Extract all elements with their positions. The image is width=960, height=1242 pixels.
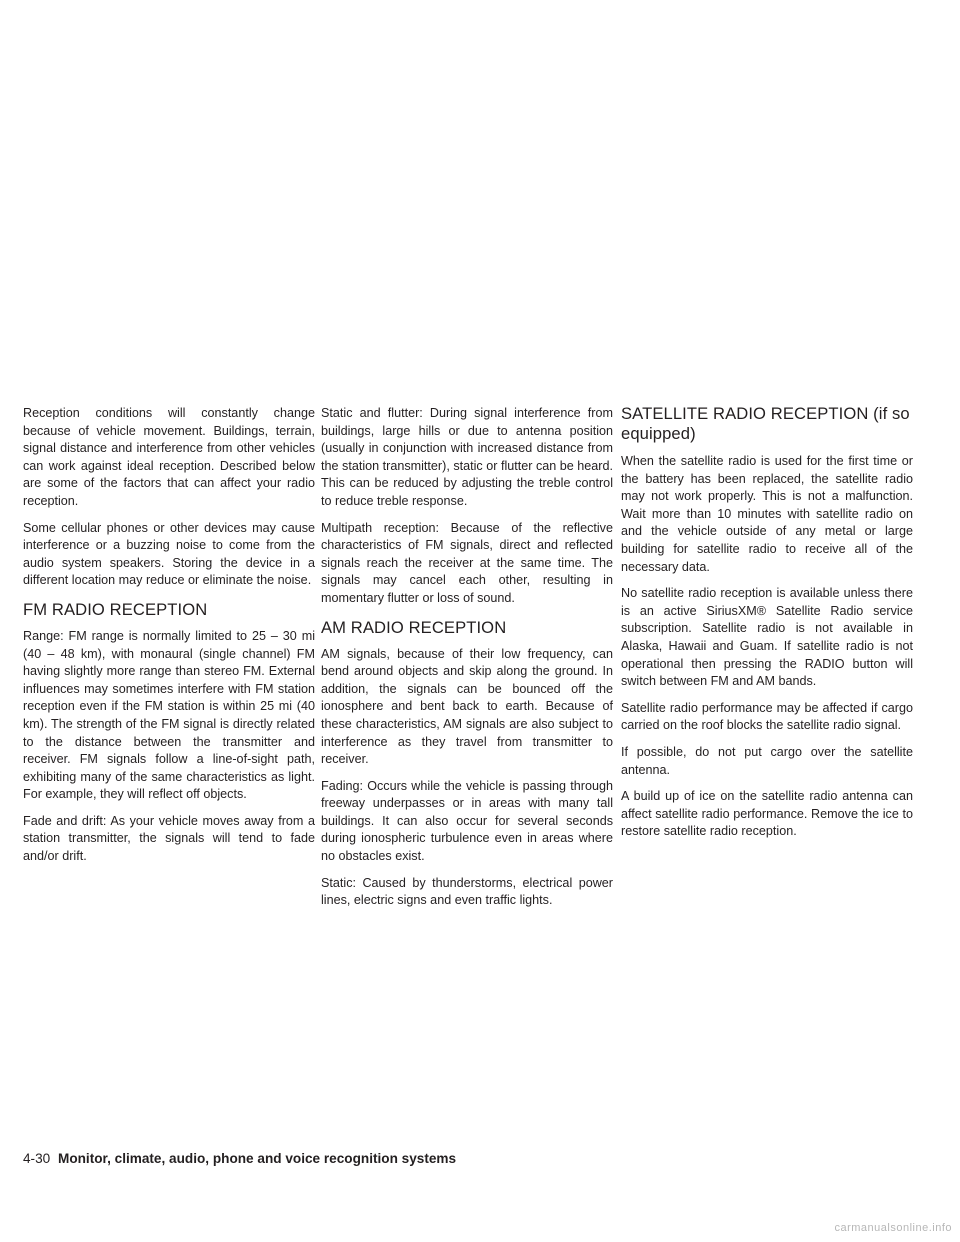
multipath-paragraph: Multipath reception: Because of the reflective characteristics of FM signals, direct and reflected signals reach the receiver at the same time. The signals may cancel each other, resulting in momentary flutter or loss of sound.: [321, 520, 613, 605]
middle-column: [321, 405, 613, 919]
am-fading-paragraph: Fading: Occurs while the vehicle is passing through freeway underpasses or in areas with many tall buildings. It can also occur for several seconds during ionospheric turbulence even in areas where no obstacles exist.: [321, 778, 613, 864]
satellite-cargo-paragraph: Satellite radio performance may be affected if cargo carried on the roof blocks the satellite radio signal.: [621, 700, 913, 733]
intro-paragraph-2: Some cellular phones or other devices may cause interference or a buzzing noise to come from the audio system speakers. Storing the device in a different location may reduce or eliminate the noise.: [23, 520, 315, 588]
fm-fade-paragraph: Fade and drift: As your vehicle moves away from a station transmitter, the signals will tend to fade and/or drift.: [23, 813, 315, 864]
page-footer: [23, 1150, 456, 1168]
am-static-paragraph: Static: Caused by thunderstorms, electrical power lines, electric signs and even traffic lights.: [321, 875, 613, 908]
watermark: carmanualsonline.info: [834, 1222, 952, 1234]
satellite-radio-heading: SATELLITE RADIO RECEPTION (if so equipped): [621, 404, 910, 443]
satellite-antenna-paragraph: If possible, do not put cargo over the satellite antenna.: [621, 744, 913, 777]
fm-radio-heading: FM RADIO RECEPTION: [23, 599, 208, 619]
intro-paragraph-1: Reception conditions will constantly change because of vehicle movement. Buildings, terrain, signal distance and interference from other vehicles can work against ideal reception. Described below are some of the factors that can affect your radio reception.: [23, 406, 315, 508]
fm-range-paragraph: Range: FM range is normally limited to 25 – 30 mi (40 – 48 km), with monaural (single channel) FM having slightly more range than stereo FM. External influences may sometimes interfere with FM station reception even if the FM station is within 25 mi (40 km). The strength of the FM signal is directly related to the distance between the transmitter and receiver. FM signals follow a line-of-sight path, exhibiting many of the same characteristics as light. For example, they will reflect off objects.: [23, 628, 315, 802]
am-radio-heading: AM RADIO RECEPTION: [321, 617, 507, 637]
page-number: 4-30: [23, 1151, 51, 1166]
satellite-first-use-paragraph: When the satellite radio is used for the first time or the battery has been replaced, the satellite radio may not work properly. This is not a malfunction. Wait more than 10 minutes with satellite radio on and the vehicle outside of any metal or large building for satellite radio to receive all of the necessary data.: [621, 454, 913, 574]
right-column: [621, 404, 913, 850]
chapter-title: Monitor, climate, audio, phone and voice recognition systems: [58, 1151, 457, 1166]
satellite-ice-paragraph: A build up of ice on the satellite radio antenna can affect satellite radio performance. Remove the ice to restore satellite radio reception.: [621, 789, 913, 839]
satellite-subscription-paragraph: No satellite radio reception is available unless there is an active SiriusXM® Satellite Radio service subscription. Satellite radio is not available in Alaska, Hawaii and Guam. If satellite radio is not operational then pressing the RADIO button will switch between FM and AM bands.: [621, 586, 913, 689]
am-signals-paragraph: AM signals, because of their low frequency, can bend around objects and skip along the ground. In addition, the signals can be bounced off the ionosphere and bent back to earth. Because of these characteristics, AM signals are also subject to interference as they travel from transmitter to receiver.: [321, 646, 613, 767]
left-column: [23, 405, 315, 875]
static-flutter-paragraph: Static and flutter: During signal interference from buildings, large hills or due to antenna position (usually in conjunction with increased distance from the station transmitter), static or flutter can be heard. This can be reduced by adjusting the treble control to reduce treble response.: [321, 406, 613, 508]
